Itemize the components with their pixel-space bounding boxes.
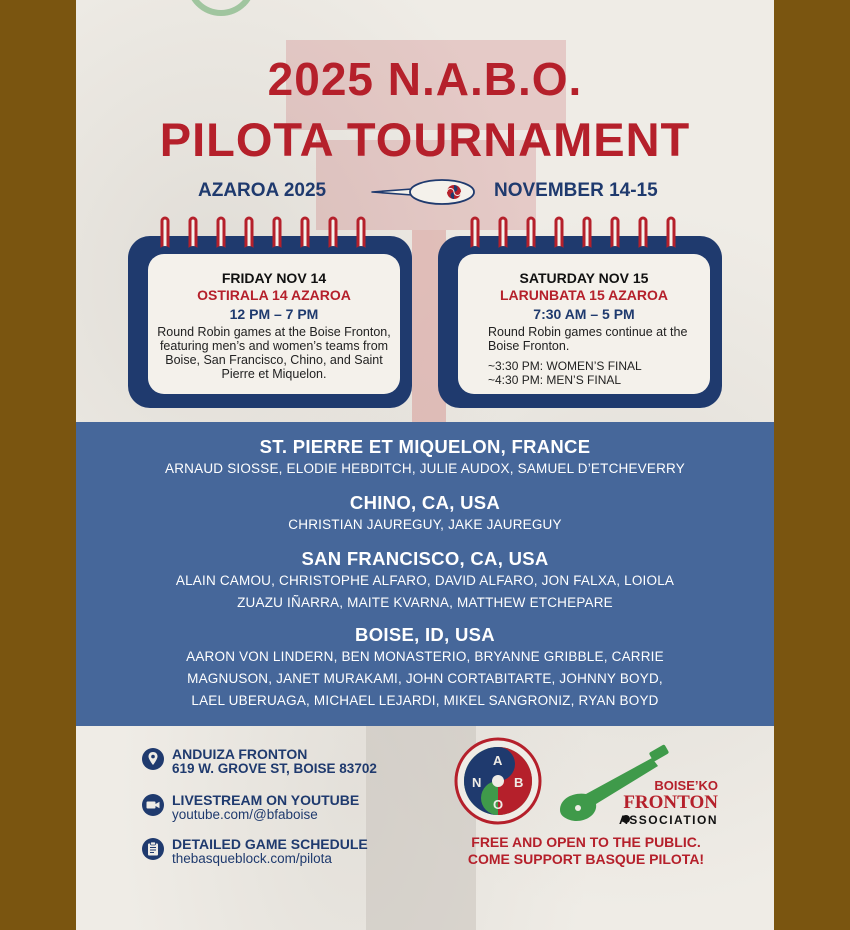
- poster-title-line1: 2025 N.A.B.O.: [267, 53, 583, 105]
- team-players: ZUAZU IÑARRA, MAITE KVARNA, MATTHEW ETCHEPARE: [237, 595, 613, 610]
- team-name: BOISE, ID, USA: [355, 624, 495, 645]
- schedule-link[interactable]: thebasqueblock.com/pilota: [172, 851, 332, 866]
- saturday-description: Round Robin games continue at the Boise Fronton.: [488, 325, 688, 353]
- team-block: [76, 624, 774, 712]
- team-block: [76, 436, 774, 480]
- team-name: ST. PIERRE ET MIQUELON, FRANCE: [259, 436, 591, 457]
- nabo-letter-o: O: [493, 797, 504, 812]
- team-players: ARNAUD SIOSSE, ELODIE HEBDITCH, JULIE AUDOX, SAMUEL D’ETCHEVERRY: [165, 461, 685, 476]
- teams-section: [76, 422, 774, 726]
- friday-time: 12 PM – 7 PM: [229, 306, 319, 322]
- team-name: SAN FRANCISCO, CA, USA: [301, 548, 549, 569]
- saturday-time: 7:30 AM – 5 PM: [533, 306, 635, 322]
- basque-date: AZAROA 2025: [198, 180, 327, 201]
- nabo-letter-b: B: [514, 775, 524, 790]
- friday-basque-day: OSTIRALA 14 AZAROA: [197, 287, 351, 303]
- team-players: LAEL UBERUAGA, MICHAEL LEJARDI, MIKEL SANGRONIZ, RYAN BOYD: [191, 693, 659, 708]
- location-pin-icon: [142, 748, 164, 770]
- nabo-logo: [454, 737, 542, 825]
- video-camera-icon: [142, 794, 164, 816]
- event-poster: [76, 0, 774, 930]
- team-block: [76, 492, 774, 536]
- fronton-line2: FRONTON: [623, 792, 718, 813]
- livestream-title: LIVESTREAM ON YOUTUBE: [172, 792, 360, 808]
- saturday-finals: [458, 359, 710, 387]
- free-line2: COME SUPPORT BASQUE PILOTA!: [467, 851, 705, 867]
- saturday-day: SATURDAY NOV 15: [519, 270, 649, 286]
- saturday-basque-day: LARUNBATA 15 AZAROA: [500, 287, 668, 303]
- team-players: AARON VON LINDERN, BEN MONASTERIO, BRYANNE GRIBBLE, CARRIE: [186, 649, 664, 664]
- saturday-calendar: [438, 236, 722, 408]
- livestream-link[interactable]: youtube.com/@bfaboise: [172, 807, 318, 822]
- friday-calendar: [128, 236, 412, 408]
- poster-title-line2: PILOTA TOURNAMENT: [159, 113, 691, 166]
- friday-description: Round Robin games at the Boise Fronton, featuring men’s and women’s teams from Boise, San Francisco, Chino, and Saint Pierre et Miquelon.: [157, 325, 391, 381]
- mens-final: ~4:30 PM: MEN’S FINAL: [488, 373, 622, 387]
- calendar-page: [458, 254, 710, 394]
- clipboard-icon: [142, 838, 164, 860]
- friday-day: FRIDAY NOV 14: [221, 270, 327, 286]
- nabo-letter-n: N: [472, 775, 482, 790]
- team-players: ALAIN CAMOU, CHRISTOPHE ALFARO, DAVID ALFARO, JON FALXA, LOIOLA: [175, 573, 675, 588]
- venue-address: 619 W. GROVE ST, BOISE 83702: [172, 761, 377, 776]
- free-admission-notice: [436, 834, 736, 868]
- free-line1: FREE AND OPEN TO THE PUBLIC.: [471, 834, 701, 850]
- schedule-title: DETAILED GAME SCHEDULE: [172, 836, 368, 852]
- team-players: MAGNUSON, JANET MURAKAMI, JOHN CORTABITARTE, JOHNNY BOYD,: [187, 671, 663, 686]
- fronton-line3: ASSOCIATION: [619, 813, 718, 827]
- background-decoration: [186, 0, 256, 16]
- nabo-letter-a: A: [493, 753, 503, 768]
- calendar-page: [148, 254, 400, 394]
- english-date: NOVEMBER 14-15: [494, 180, 658, 201]
- team-block: [76, 548, 774, 614]
- date-row: [76, 178, 774, 206]
- team-name: CHINO, CA, USA: [349, 492, 501, 513]
- venue-name: ANDUIZA FRONTON: [172, 746, 308, 762]
- pilota-paddle-icon: [368, 178, 478, 206]
- womens-final: ~3:30 PM: WOMEN’S FINAL: [488, 359, 642, 373]
- fronton-association-logo: [552, 738, 722, 828]
- fronton-line1: BOISE’KO: [654, 778, 718, 793]
- team-players: CHRISTIAN JAUREGUY, JAKE JAUREGUY: [288, 517, 562, 532]
